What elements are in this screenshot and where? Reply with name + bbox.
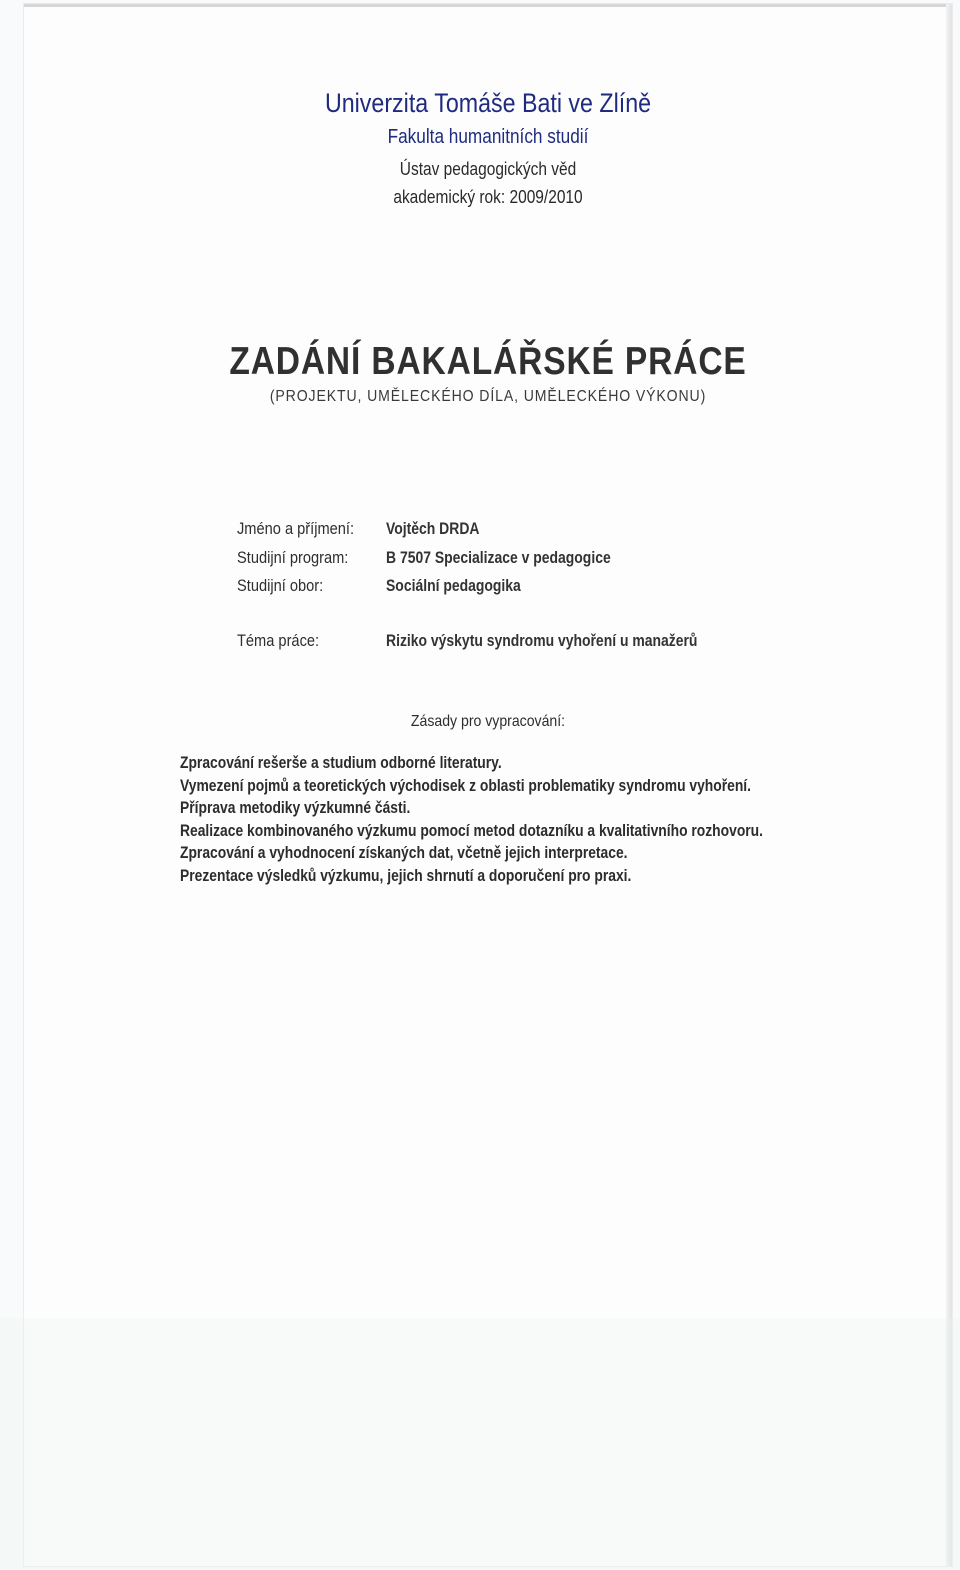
- topic-value: Riziko výskytu syndromu vyhoření u manažerů: [386, 631, 698, 650]
- principles-list: [180, 752, 874, 888]
- principles-heading: Zásady pro vypracování:: [410, 713, 566, 730]
- academic-year: akademický rok: 2009/2010: [393, 187, 583, 207]
- department-name: Ústav pedagogických věd: [399, 159, 577, 179]
- principle-item: Prezentace výsledků výzkumu, jejich shrnutí a doporučení pro praxi.: [180, 866, 632, 885]
- document-title: ZADÁNÍ BAKALÁŘSKÉ PRÁCE: [229, 340, 747, 383]
- university-name: Univerzita Tomáše Bati ve Zlíně: [324, 88, 652, 118]
- document-subtitle: (PROJEKTU, UMĚLECKÉHO DÍLA, UMĚLECKÉHO VÝKONU): [269, 388, 707, 405]
- scan-top-edge: [24, 4, 952, 7]
- program-label: Studijní program:: [237, 548, 349, 567]
- program-value: B 7507 Specializace v pedagogice: [386, 548, 611, 567]
- field-of-study-value: Sociální pedagogika: [386, 576, 521, 595]
- topic-label: Téma práce:: [237, 631, 320, 650]
- name-value: Vojtěch DRDA: [386, 519, 480, 538]
- principle-item: Příprava metodiky výzkumné části.: [180, 799, 411, 818]
- name-label: Jméno a příjmení:: [237, 519, 355, 538]
- principle-item: Realizace kombinovaného výzkumu pomocí metod dotazníku a kvalitativního rozhovoru.: [180, 821, 764, 840]
- field-of-study-label: Studijní obor:: [237, 576, 324, 595]
- principle-item: Zpracování rešerše a studium odborné literatury.: [180, 754, 502, 772]
- principle-item: Vymezení pojmů a teoretických východisek z oblasti problematiky syndromu vyhoření.: [180, 776, 752, 795]
- scan-lower-tint: [0, 1318, 960, 1570]
- faculty-name: Fakulta humanitních studií: [387, 126, 589, 148]
- principle-item: Zpracování a vyhodnocení získaných dat, včetně jejich interpretace.: [180, 844, 628, 863]
